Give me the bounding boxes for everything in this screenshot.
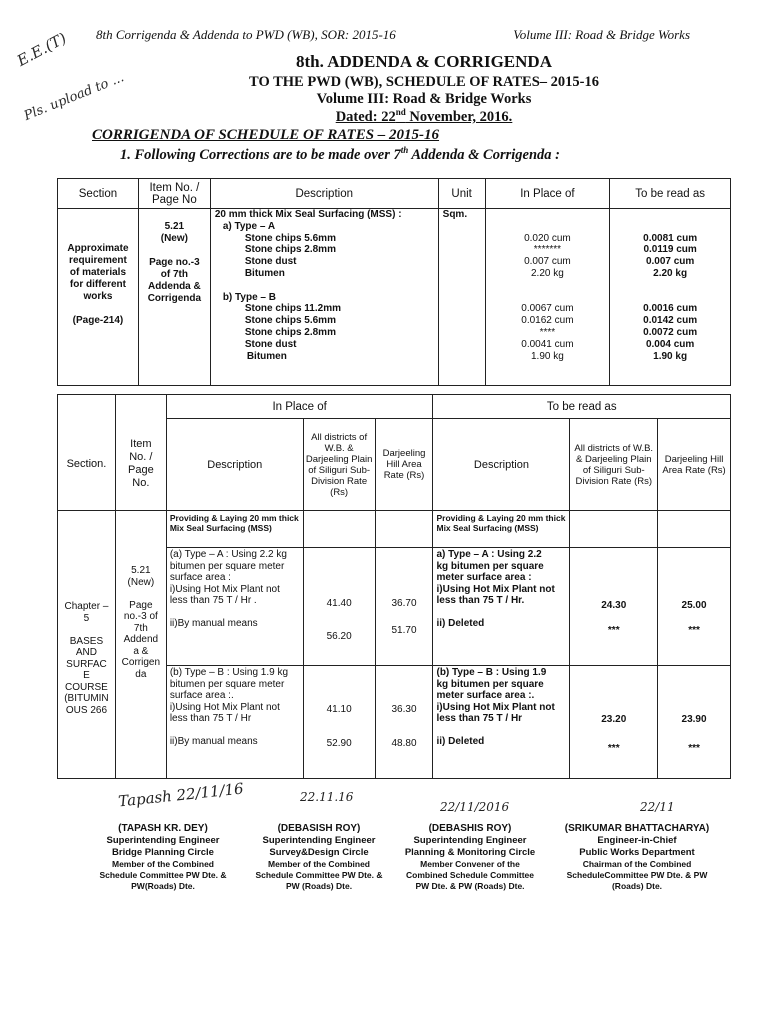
col-header-rate-darjeeling: Darjeeling Hill Area Rate (Rs) bbox=[375, 419, 433, 511]
type-b-rate-dj-old: 36.30 48.80 bbox=[375, 666, 433, 779]
header-blank bbox=[115, 395, 166, 419]
section-cell: Chapter – 5 BASES AND SURFAC E COURSE (BITUMIN OUS 266 bbox=[58, 511, 116, 779]
corrigenda-table-materials bbox=[57, 178, 731, 386]
type-a-description-new: a) Type – A : Using 2.2 kg bitumen per square meter surface area : i)Using Hot Mix Plant not less than 75 T / Hr. ii) Deleted bbox=[433, 548, 570, 666]
read-as-cell: 0.0081 cum 0.0119 cum 0.007 cum 2.20 kg 0.0016 cum 0.0142 cum 0.0072 cum 0.004 cum 1.90 kg bbox=[610, 209, 731, 386]
signature-scrawl-4: 22/11 bbox=[640, 800, 675, 814]
signature-scrawl-1: Tapash 22/11/16 bbox=[117, 779, 245, 811]
type-b-rate-dj-new: 23.90 *** bbox=[658, 666, 731, 779]
col-header-rate-darjeeling-new: Darjeeling Hill Area Rate (Rs) bbox=[658, 419, 731, 511]
running-header-right: Volume III: Road & Bridge Works bbox=[513, 27, 690, 42]
col-header-rate-wb: All districts of W.B. & Darjeeling Plain of Siliguri Sub-Division Rate (Rs) bbox=[303, 419, 375, 511]
item-cell: 5.21 (New) Page no.-3 of 7th Addend a & Corrigen da bbox=[115, 511, 166, 779]
empty-cell bbox=[570, 511, 658, 548]
table-row bbox=[58, 511, 731, 548]
group-header-read-as: To be read as bbox=[433, 395, 731, 419]
doc-volume: Volume III: Road & Bridge Works bbox=[316, 91, 532, 107]
col-header-section: Section bbox=[58, 179, 139, 209]
signature-block-4: (SRIKUMAR BHATTACHARYA) Engineer-in-Chief Public Works Department Chairman of the Combined ScheduleCommittee PW Dte. & PW (Roads) Dte. bbox=[564, 823, 710, 891]
col-header-description: Description bbox=[166, 419, 303, 511]
col-header-rate-wb-new: All districts of W.B. & Darjeeling Plain of Siliguri Sub-Division Rate (Rs) bbox=[570, 419, 658, 511]
section-heading: CORRIGENDA OF SCHEDULE OF RATES – 2015-16 bbox=[92, 127, 440, 143]
empty-cell bbox=[375, 511, 433, 548]
col-header-in-place: In Place of bbox=[485, 179, 610, 209]
item-cell: 5.21 (New) Page no.-3 of 7th Addenda & Corrigenda bbox=[138, 209, 210, 386]
in-place-cell: 0.020 cum ******* 0.007 cum 2.20 kg 0.0067 cum 0.0162 cum **** 0.0041 cum 1.90 kg bbox=[485, 209, 610, 386]
empty-cell bbox=[303, 511, 375, 548]
description-cell: 20 mm thick Mix Seal Surfacing (MSS) : a) Type – A Stone chips 5.6mm Stone chips 2.8mm Stone dust Bitumen b) Type – B Stone chips 11.2mm Stone chips 5.6mm Stone chips 2.8mm Stone dust Bitumen bbox=[210, 209, 438, 386]
doc-subtitle: TO THE PWD (WB), SCHEDULE OF RATES– 2015-16 bbox=[249, 74, 599, 90]
group-header-in-place: In Place of bbox=[166, 395, 433, 419]
handwritten-note-2: Pls. upload to ... bbox=[22, 70, 127, 124]
table-row bbox=[58, 209, 731, 386]
section-cell: Approximate requirement of materials for different works (Page-214) bbox=[58, 209, 139, 386]
col-header-item: Item No. / Page No bbox=[138, 179, 210, 209]
corrigenda-table-rates bbox=[57, 394, 731, 779]
col-header-read-as: To be read as bbox=[610, 179, 731, 209]
section-subheading: 1. Following Corrections are to be made over 7th Addenda & Corrigenda : bbox=[120, 145, 560, 163]
handwritten-note: E.E.(T) bbox=[14, 29, 70, 70]
col-header-description-new: Description bbox=[433, 419, 570, 511]
signature-block-3: (DEBASHIS ROY) Superintending Engineer Planning & Monitoring Circle Member Convener of the Combined Schedule Committee PW Dte. & PW (Roads) Dte. bbox=[404, 823, 536, 891]
type-a-rate-wb-old: 41.40 56.20 bbox=[303, 548, 375, 666]
intro-description-old: Providing & Laying 20 mm thick Mix Seal Surfacing (MSS) bbox=[166, 511, 303, 548]
col-header-section: Section. bbox=[58, 419, 116, 511]
col-header-unit: Unit bbox=[438, 179, 485, 209]
type-b-description-new: (b) Type – B : Using 1.9 kg bitumen per square meter surface area :. i)Using Hot Mix Plant not less than 75 T / Hr ii) Deleted bbox=[433, 666, 570, 779]
type-b-description-old: (b) Type – B : Using 1.9 kg bitumen per square meter surface area :. i)Using Hot Mix Plant not less than 75 T / Hr ii)By manual means bbox=[166, 666, 303, 779]
doc-title: 8th. ADDENDA & CORRIGENDA bbox=[296, 52, 552, 71]
signature-block-2: (DEBASISH ROY) Superintending Engineer Survey&Design Circle Member of the Combined Schedule Committee PW Dte. & PW (Roads) Dte. bbox=[255, 823, 383, 891]
header-blank bbox=[58, 395, 116, 419]
type-a-rate-dj-new: 25.00 *** bbox=[658, 548, 731, 666]
type-a-rate-wb-new: 24.30 *** bbox=[570, 548, 658, 666]
type-b-rate-wb-new: 23.20 *** bbox=[570, 666, 658, 779]
type-b-rate-wb-old: 41.10 52.90 bbox=[303, 666, 375, 779]
running-header-left: 8th Corrigenda & Addenda to PWD (WB), SOR: 2015-16 bbox=[96, 27, 396, 42]
signature-scrawl-3: 22/11/2016 bbox=[440, 800, 510, 814]
type-a-description-old: (a) Type – A : Using 2.2 kg bitumen per square meter surface area : i)Using Hot Mix Plant not less than 75 T / Hr . ii)By manual means bbox=[166, 548, 303, 666]
type-a-rate-dj-old: 36.70 51.70 bbox=[375, 548, 433, 666]
intro-description-new: Providing & Laying 20 mm thick Mix Seal Surfacing (MSS) bbox=[433, 511, 570, 548]
col-header-item: Item No. / Page No. bbox=[115, 419, 166, 511]
col-header-description: Description bbox=[210, 179, 438, 209]
unit-cell: Sqm. bbox=[438, 209, 485, 386]
signature-scrawl-2: 22.11.16 bbox=[300, 790, 354, 804]
empty-cell bbox=[658, 511, 731, 548]
doc-date: Dated: 22nd November, 2016. bbox=[335, 107, 513, 125]
signature-block-1: (TAPASH KR. DEY) Superintending Engineer Bridge Planning Circle Member of the Combined Schedule Committee PW Dte. & PW(Roads) Dte. bbox=[99, 823, 227, 891]
